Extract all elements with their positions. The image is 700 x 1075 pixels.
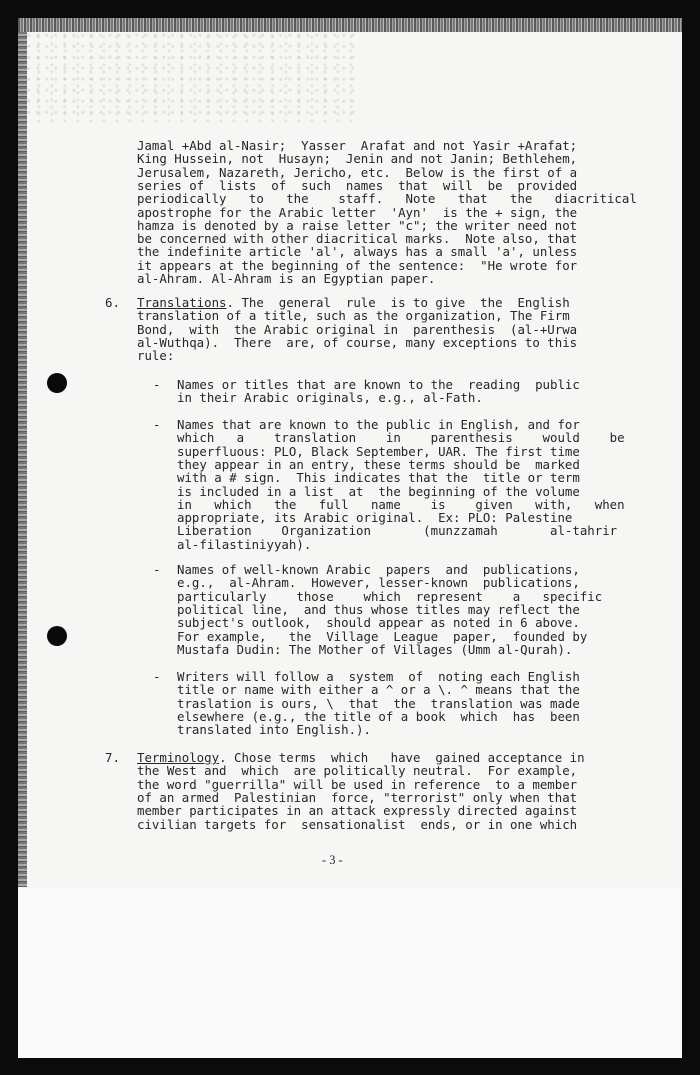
text-line: For example, the Village League paper, founded by (177, 628, 588, 644)
text-line: in their Arabic originals, e.g., al-Fath. (177, 390, 483, 406)
hole-punch-mark (47, 626, 67, 646)
item-heading-line (137, 751, 585, 764)
text-line: is included in a list at the beginning of the volume (177, 483, 580, 499)
text-line: Jerusalem, Nazareth, Jericho, etc. Below is the first of a (137, 164, 578, 180)
text-line: the word "guerrilla" will be used in reference to a member (137, 776, 578, 792)
text-line: periodically to the staff. Note that the diacritical (137, 191, 637, 207)
text-line: of an armed Palestinian force, "terrorist" only when that (137, 789, 578, 805)
text-line: al-Wuthqa). There are, of course, many exceptions to this (137, 334, 578, 350)
text-line: translated into English.). (177, 722, 371, 738)
scan-artifact-speckle (18, 32, 358, 122)
text-line: Liberation Organization (munzzamah al-tahrir (177, 523, 618, 539)
text-line: civilian targets for sensationalist ends, or in one which (137, 816, 578, 832)
item-heading: Translations (137, 295, 227, 310)
text-line: traslation is ours, \ that the translation was made (177, 695, 580, 711)
text-line: elsewhere (e.g., the title of a book which has been (177, 708, 580, 724)
text-line: the indefinite article 'al', always has a small 'a', unless (137, 244, 578, 260)
text-line: which a translation in parenthesis would be (177, 430, 625, 446)
text-line: apostrophe for the Arabic letter 'Ayn' is the + sign, the (137, 204, 578, 220)
item-heading-text: . Chose terms which have gained acceptance in (219, 750, 585, 765)
item-heading: Terminology (137, 750, 220, 765)
text-line: rule: (137, 348, 175, 364)
text-line: al-Ahram. Al-Ahram is an Egyptian paper. (137, 271, 436, 286)
text-line: be concerned with other diacritical marks. Note also, that (137, 231, 578, 247)
text-line: title or name with either a ^ or a \. ^ means that the (177, 682, 580, 698)
scan-artifact-left-edge (18, 32, 27, 887)
text-line: Names of well-known Arabic papers and publications, (177, 562, 580, 577)
item-heading-line (137, 296, 570, 309)
text-line: Jamal +Abd al-Nasir; Yasser Arafat and not Yasir +Arafat; (137, 138, 578, 153)
item-number: 7. (105, 750, 120, 765)
text-line: Writers will follow a system of noting each English (177, 669, 580, 684)
scan-artifact-top (18, 18, 682, 32)
text-line: e.g., al-Ahram. However, lesser-known publications, (177, 575, 580, 591)
item-number: 6. (105, 295, 120, 310)
bullet-dash: - (153, 417, 161, 432)
hole-punch-mark (47, 373, 67, 393)
text-line: hamza is denoted by a raise letter "c"; the writer need not (137, 217, 578, 233)
text-line: Mustafa Dudin: The Mother of Villages (Umm al-Qurah). (177, 641, 573, 657)
page-number: - 3 - (322, 853, 343, 867)
bullet-dash: - (153, 377, 161, 392)
text-line: the West and which are politically neutral. For example, (137, 763, 578, 779)
lower-blank-area (18, 888, 682, 1058)
text-line: in which the full name is given with, when (177, 496, 625, 512)
text-line: subject's outlook, should appear as noted in 6 above. (177, 615, 580, 631)
text-line: Names that are known to the public in English, and for (177, 417, 580, 432)
text-line: appropriate, its Arabic original. Ex: PLO: Palestine (177, 510, 573, 526)
text-line: they appear in an entry, these terms should be marked (177, 456, 580, 472)
text-line: member participates in an attack expressly directed against (137, 803, 578, 819)
text-line: al-filastiniyyah). (177, 536, 312, 552)
text-line: King Hussein, not Husayn; Jenin and not Janin; Bethlehem, (137, 151, 578, 167)
text-line: political line, and thus whose titles may reflect the (177, 601, 580, 617)
text-line: superfluous: PLO, Black September, UAR. The first time (177, 443, 580, 459)
text-line: it appears at the beginning of the sentence: "He wrote for (137, 257, 578, 273)
bullet-dash: - (153, 562, 161, 577)
item-heading-text: . The general rule is to give the English (226, 295, 570, 310)
bullet-dash: - (153, 669, 161, 684)
text-line: with a # sign. This indicates that the title or term (177, 470, 580, 486)
text-line: translation of a title, such as the organization, The Firm (137, 308, 570, 324)
text-line: particularly those which represent a specific (177, 588, 603, 604)
text-line: Bond, with the Arabic original in parenthesis (al-+Urwa (137, 321, 578, 337)
text-line: series of lists of such names that will be provided (137, 177, 578, 193)
text-line: Names or titles that are known to the reading public (177, 377, 580, 392)
